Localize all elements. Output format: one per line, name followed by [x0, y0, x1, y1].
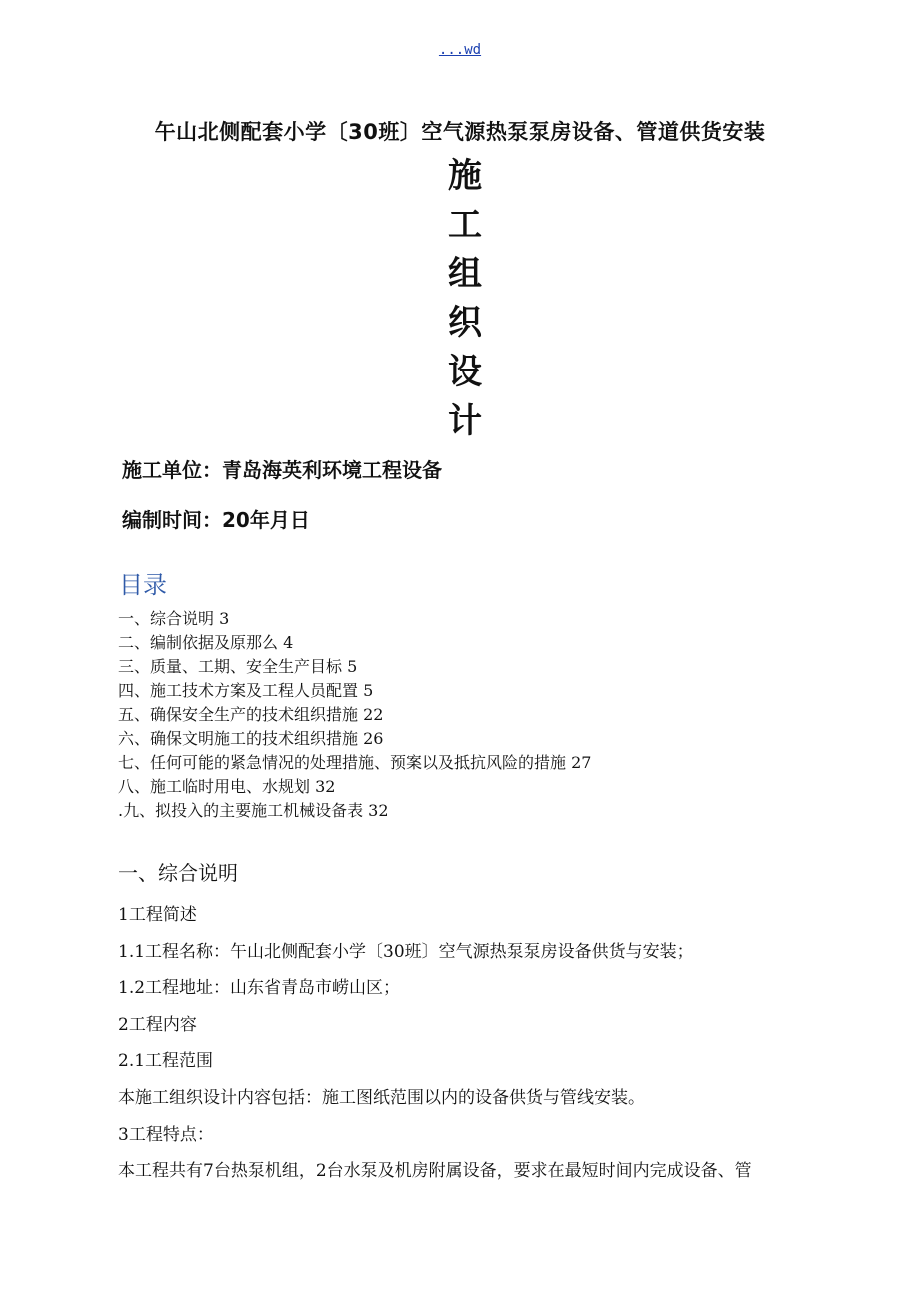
construction-unit: 施工单位：青岛海英利环境工程设备 [122, 458, 442, 482]
subtitle-char: 组 [448, 254, 482, 294]
toc-heading: 目录 [119, 571, 167, 599]
section-heading: 一、综合说明 [118, 861, 238, 885]
header-mark [0, 42, 920, 58]
toc-item[interactable]: 七、任何可能的紧急情况的处理措施、预案以及抵抗风险的措施 27 [118, 753, 592, 772]
paragraph: 1工程简述 [118, 905, 197, 925]
paragraph: 2工程内容 [118, 1014, 197, 1035]
section-body [118, 900, 818, 1193]
table-of-contents [118, 607, 591, 823]
subtitle-char: 设 [448, 352, 482, 392]
toc-item[interactable]: 四、施工技术方案及工程人员配置 5 [118, 681, 374, 700]
subtitle-char: 工 [448, 205, 482, 245]
toc-item[interactable]: 二、编制依据及原那么 4 [118, 633, 294, 652]
paragraph: 1.2工程地址：山东省青岛市崂山区； [118, 978, 401, 999]
toc-item[interactable]: .九、拟投入的主要施工机械设备表 32 [118, 801, 389, 820]
subtitle-char: 施 [448, 156, 482, 196]
toc-item[interactable]: 三、质量、工期、安全生产目标 5 [118, 657, 358, 676]
subtitle-char: 织 [448, 303, 482, 343]
toc-item[interactable]: 五、确保安全生产的技术组织措施 22 [118, 705, 384, 724]
toc-item[interactable]: 一、综合说明 3 [118, 609, 230, 628]
vertical-subtitle [420, 152, 510, 446]
toc-item[interactable]: 六、确保文明施工的技术组织措施 26 [118, 729, 384, 748]
subtitle-char: 计 [448, 401, 482, 441]
header-mark-text: ...wd [438, 42, 482, 58]
paragraph: 本工程共有7台热泵机组，2台水泵及机房附属设备，要求在最短时间内完成设备、管 [118, 1161, 752, 1182]
toc-item[interactable]: 八、施工临时用电、水规划 32 [118, 777, 336, 796]
compile-date: 编制时间：20年月日 [122, 508, 310, 532]
paragraph: 本施工组织设计内容包括：施工图纸范围以内的设备供货与管线安装。 [118, 1087, 645, 1108]
document-title: 午山北侧配套小学〔30班〕空气源热泵泵房设备、管道供货安装 [154, 120, 766, 144]
paragraph: 1.1工程名称：午山北侧配套小学〔30班〕空气源热泵泵房设备供货与安装； [118, 941, 694, 962]
paragraph: 3工程特点： [118, 1124, 214, 1145]
paragraph: 2.1工程范围 [118, 1051, 214, 1072]
